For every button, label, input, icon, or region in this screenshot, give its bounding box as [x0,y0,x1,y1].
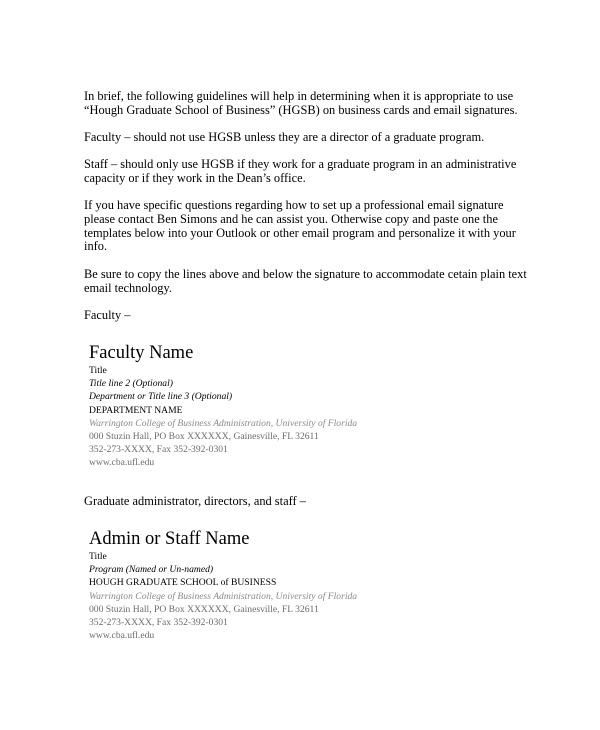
text-line: templates below into your Outlook or other email program and personalize it with your [84,225,516,240]
staff-guideline [84,158,516,186]
staff-heading: Graduate administrator, directors, and staff – [84,494,306,508]
faculty-signature [89,343,357,470]
text-line: In brief, the following guidelines will help in determining when it is appropriate to use [84,89,514,103]
faculty-guideline [84,131,484,145]
signature-name: Faculty Name [89,343,194,363]
signature-name: Admin or Staff Name [89,529,250,549]
text-line: email technology. [84,280,172,295]
signature-department: DEPARTMENT NAME [89,404,183,416]
text-line: If you have specific questions regarding how to set up a professional email signature [84,198,504,212]
copy-note-paragraph [84,268,527,296]
signature-title-line-2: Title line 2 (Optional) [89,378,173,390]
signature-phone: 352-273-XXXX, Fax 352-392-0301 [89,617,228,629]
signature-address: 000 Stuzin Hall, PO Box XXXXXX, Gainesville, FL 32611 [89,603,319,615]
text-line: info. [84,239,108,254]
school-text: HOUGH GRADUATE SCHOOL [89,577,221,589]
text-line: capacity or if they work in the Dean’s office. [84,170,306,185]
text-line: Be sure to copy the lines above and below the signature to accommodate cetain plain text [84,267,527,281]
signature-title: Title [89,365,107,376]
signature-address: 000 Stuzin Hall, PO Box XXXXXX, Gainesville, FL 32611 [89,431,319,443]
school-text: of [220,577,229,589]
faculty-heading: Faculty – [84,308,131,322]
contact-paragraph [84,199,516,254]
staff-signature [89,529,357,642]
school-text: BUSINESS [228,577,277,589]
signature-college: Warrington College of Business Administration, University of Florida [89,590,358,602]
signature-school [89,576,357,589]
signature-phone: 352-273-XXXX, Fax 352-392-0301 [89,444,228,456]
signature-program: Program (Named or Un-named) [89,564,214,576]
signature-title-line-3: Department or Title line 3 (Optional) [89,391,233,403]
text-line: please contact Ben Simons and he can assist you. Otherwise copy and paste one the [84,211,498,226]
signature-title: Title [89,551,107,562]
signature-college: Warrington College of Business Administration, University of Florida [89,417,358,429]
signature-website: www.cba.ufl.edu [89,630,155,642]
text-line: Staff – should only use HGSB if they work for a graduate program in an administrative [84,157,517,171]
text-line: “Hough Graduate School of Business” (HGSB) on business cards and email signatures. [84,102,518,117]
signature-website: www.cba.ufl.edu [89,457,155,469]
text-line: Faculty – should not use HGSB unless they are a director of a graduate program. [84,130,485,144]
intro-paragraph [84,90,518,118]
